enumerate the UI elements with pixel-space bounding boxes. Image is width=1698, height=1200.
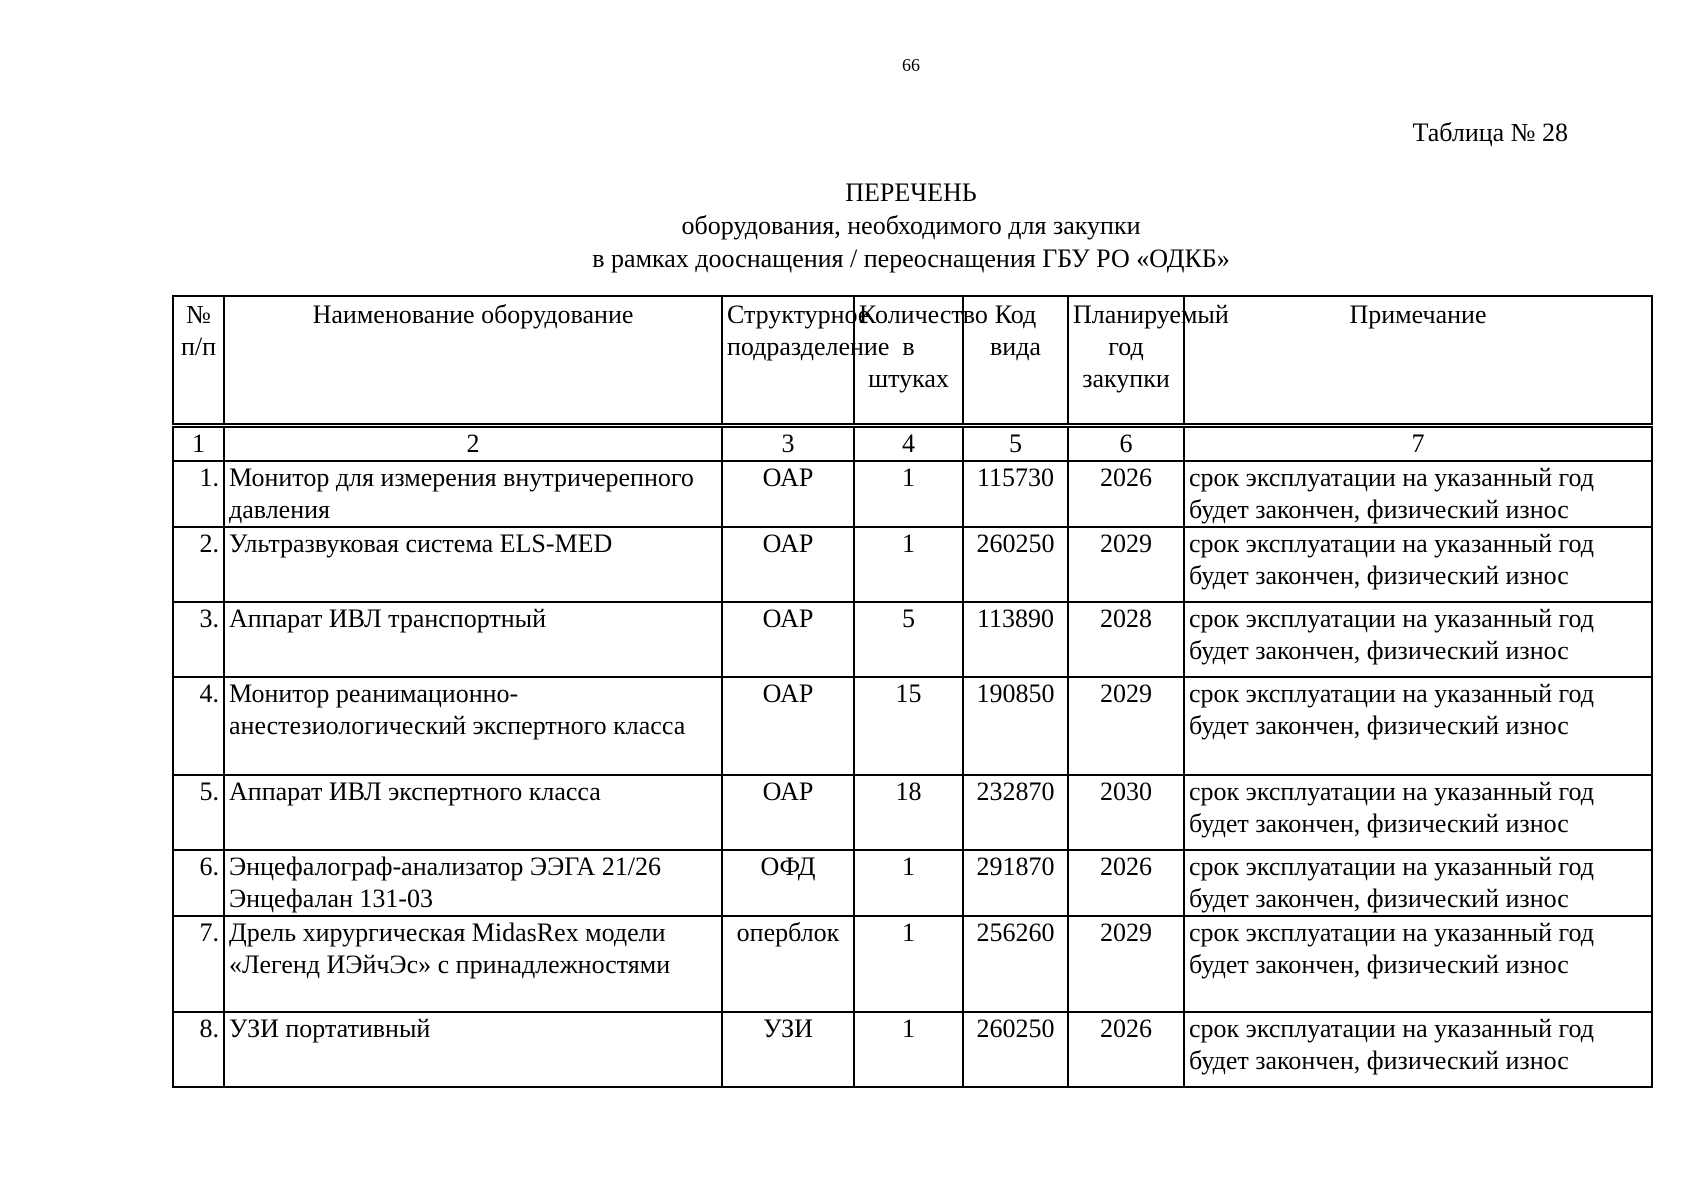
row-number: 2. [173,527,224,602]
note: срок эксплуатации на указанный год будет закончен, физический износ [1184,1012,1652,1087]
planned-year: 2029 [1068,916,1184,1012]
equipment-name: Монитор реанимационно-анестезиологический экспертного класса [224,677,722,775]
table-row [173,775,1652,850]
header-year: Планируемый год закупки [1068,296,1184,426]
title-line-1: ПЕРЕЧЕНЬ [845,178,977,207]
row-number: 4. [173,677,224,775]
column-number: 3 [722,426,854,462]
department: ОАР [722,527,854,602]
type-code: 115730 [963,461,1068,527]
type-code: 113890 [963,602,1068,677]
planned-year: 2026 [1068,461,1184,527]
department: УЗИ [722,1012,854,1087]
row-number: 7. [173,916,224,1012]
department: ОАР [722,602,854,677]
planned-year: 2026 [1068,1012,1184,1087]
note: срок эксплуатации на указанный год будет закончен, физический износ [1184,527,1652,602]
quantity: 15 [854,677,963,775]
header-num-line2: п/п [180,332,217,361]
row-number: 1. [173,461,224,527]
column-number-row [173,426,1652,462]
table-header-row [173,296,1652,426]
department: ОАР [722,775,854,850]
type-code: 260250 [963,527,1068,602]
column-number: 6 [1068,426,1184,462]
header-code: Код вида [963,296,1068,426]
note: срок эксплуатации на указанный год будет закончен, физический износ [1184,916,1652,1012]
header-num [173,296,224,426]
department: ОАР [722,677,854,775]
quantity: 5 [854,602,963,677]
table-row [173,602,1652,677]
planned-year: 2030 [1068,775,1184,850]
table-row [173,850,1652,916]
type-code: 232870 [963,775,1068,850]
planned-year: 2029 [1068,677,1184,775]
department: ОФД [722,850,854,916]
note: срок эксплуатации на указанный год будет закончен, физический износ [1184,461,1652,527]
quantity: 18 [854,775,963,850]
header-name: Наименование оборудование [224,296,722,426]
table-row [173,461,1652,527]
note: срок эксплуатации на указанный год будет закончен, физический износ [1184,775,1652,850]
equipment-name: Аппарат ИВЛ транспортный [224,602,722,677]
title-line-2: оборудования, необходимого для закупки [681,211,1141,240]
note: срок эксплуатации на указанный год будет закончен, физический износ [1184,677,1652,775]
note: срок эксплуатации на указанный год будет закончен, физический износ [1184,602,1652,677]
header-note: Примечание [1184,296,1652,426]
type-code: 260250 [963,1012,1068,1087]
quantity: 1 [854,850,963,916]
column-number: 1 [173,426,224,462]
table-row [173,677,1652,775]
equipment-name: Дрель хирургическая MidasRex модели «Легенд ИЭйчЭс» с принадлежностями [224,916,722,1012]
row-number: 8. [173,1012,224,1087]
table-row [173,1012,1652,1087]
type-code: 190850 [963,677,1068,775]
type-code: 256260 [963,916,1068,1012]
header-dept: Структурное подразделение [722,296,854,426]
document-title [0,176,1698,275]
equipment-table [172,295,1653,1088]
table-row [173,527,1652,602]
row-number: 5. [173,775,224,850]
header-num-line1: № [186,300,211,329]
quantity: 1 [854,916,963,1012]
quantity: 1 [854,461,963,527]
row-number: 6. [173,850,224,916]
department: ОАР [722,461,854,527]
equipment-name: Ультразвуковая система ELS-MED [224,527,722,602]
header-qty: Количество в штуках [854,296,963,426]
column-number: 2 [224,426,722,462]
department: оперблок [722,916,854,1012]
column-number: 5 [963,426,1068,462]
equipment-name: Аппарат ИВЛ экспертного класса [224,775,722,850]
planned-year: 2028 [1068,602,1184,677]
page-number: 66 [902,55,920,75]
planned-year: 2026 [1068,850,1184,916]
quantity: 1 [854,527,963,602]
title-line-3: в рамках дооснащения / переоснащения ГБУ РО «ОДКБ» [592,244,1230,273]
equipment-name: Энцефалограф-анализатор ЭЭГА 21/26 Энцефалан 131-03 [224,850,722,916]
equipment-name: Монитор для измерения внутричерепного давления [224,461,722,527]
type-code: 291870 [963,850,1068,916]
row-number: 3. [173,602,224,677]
table-row [173,916,1652,1012]
quantity: 1 [854,1012,963,1087]
note: срок эксплуатации на указанный год будет закончен, физический износ [1184,850,1652,916]
column-number: 7 [1184,426,1652,462]
equipment-name: УЗИ портативный [224,1012,722,1087]
planned-year: 2029 [1068,527,1184,602]
column-number: 4 [854,426,963,462]
table-label: Таблица № 28 [1412,118,1568,147]
